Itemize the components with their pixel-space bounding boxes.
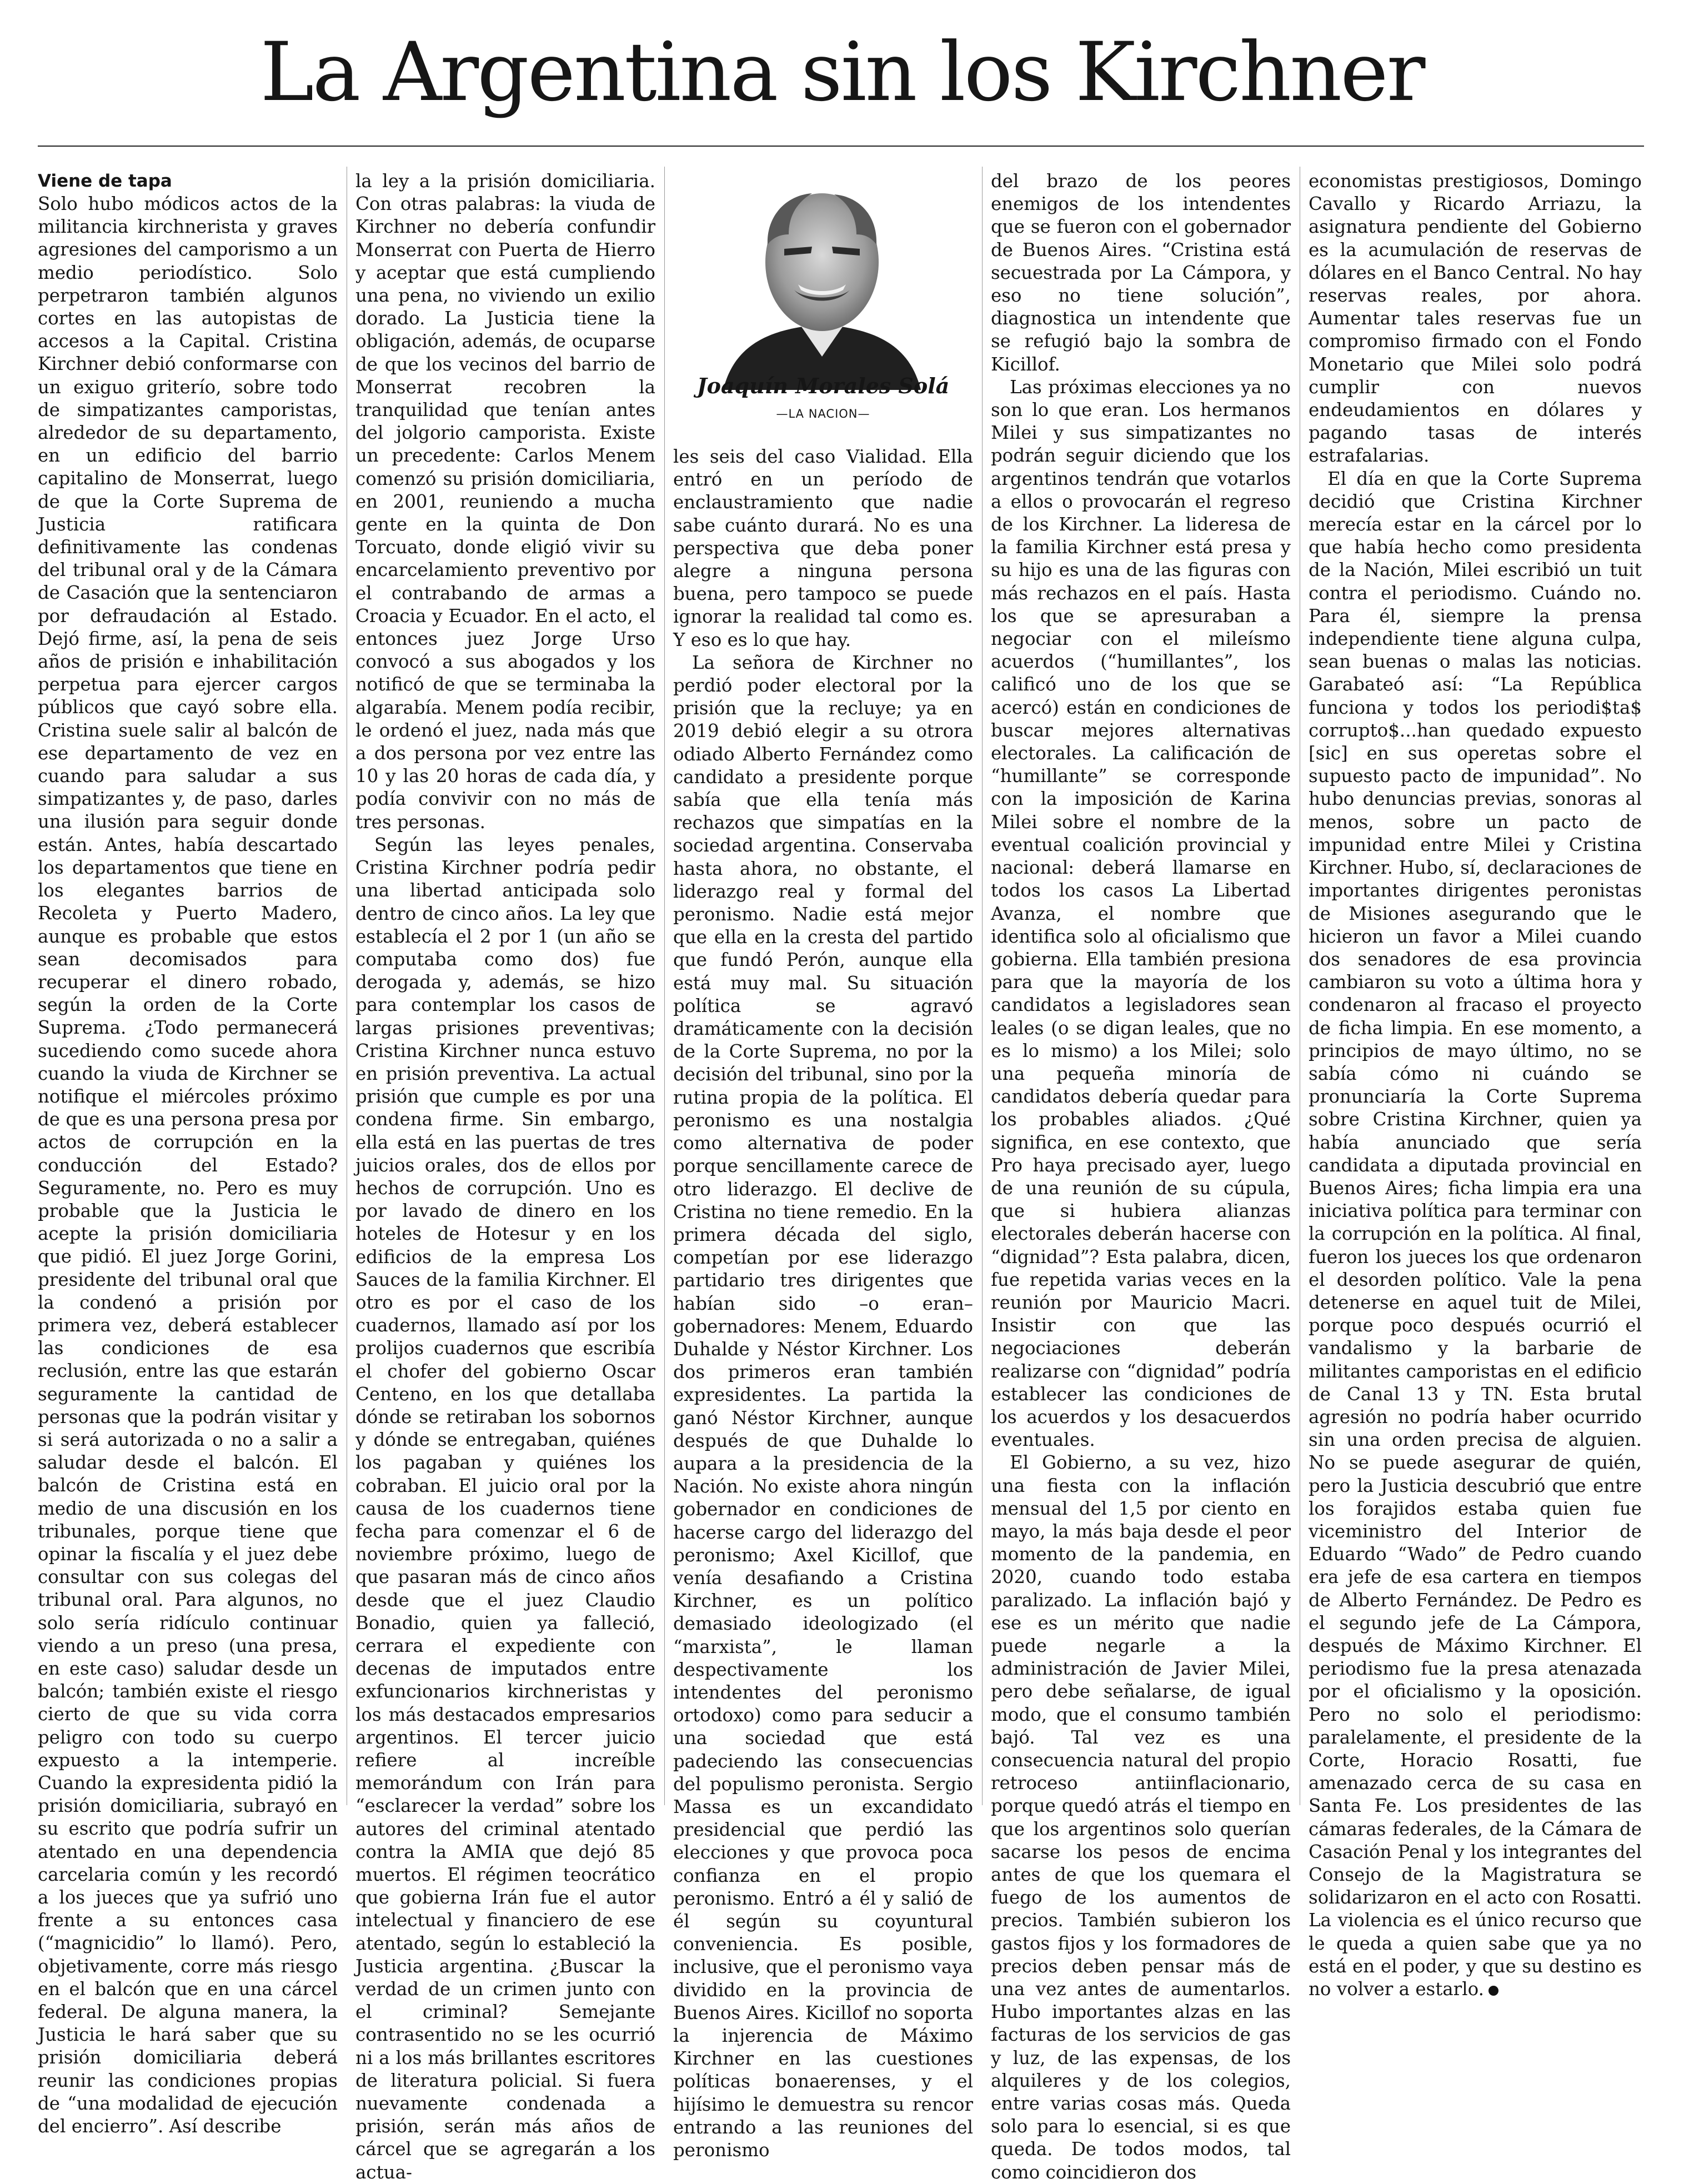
column-divider: [664, 167, 665, 1805]
article-paragraph: Solo hubo módicos actos de la militancia kirchnerista y graves agresiones del camporismo a un medio periodístico. Solo perpetraron también algunos cortes en las autopistas de accesos a la Capital. Cristina Kirchner debió conformarse con un exiguo griterío, sobre todo de simpatizantes camporistas, alrededor de su departamento, en un edificio del barrio capitalino de Monserrat, luego de que la Corte Suprema de Justicia ratificara definitivamente las condenas del tribunal oral y de la Cámara de Casación que la sentenciaron por defraudación al Estado. Dejó firme, así, la pena de seis años de prisión e inhabilitación perpetua para ejercer cargos públicos que cayó sobre ella. Cristina suele salir al balcón de ese departamento de vez en cuando para saludar a sus simpatizantes y, de paso, darles una ilusión para seguir donde están. Antes, había descartado los departamentos que tiene en los elegantes barrios de Recoleta y Puerto Madero, aunque es probable que estos sean decomisados para recuperar el dinero robado, según la orden de la Corte Suprema. ¿Todo permanecerá sucediendo como sucede ahora cuando la viuda de Kirchner se notifique el miércoles próximo de que es una persona presa por actos de corrupción en la conducción del Estado? Seguramente, no. Pero es muy probable que la Justicia le acepte la prisión domiciliaria que pidió. El juez Jorge Gorini, presidente del tribunal oral que la condenó a prisión por primera vez, deberá establecer las condiciones de esa reclusión, entre las que estarán seguramente la cantidad de personas que la podrán visitar y si será autorizada o no a salir a saludar desde el balcón. El balcón de Cristina está en medio de una discusión en los tribunales, porque tiene que opinar la fiscalía y el juez debe consultar con sus colegas del tribunal oral. Para algunos, no solo sería ridículo continuar viendo a un preso (una presa, en este caso) saludar desde un balcón; también existe el riesgo cierto de que su vida corra peligro con todo su cuerpo expuesto a la intemperie. Cuando la expresidenta pidió la prisión domiciliaria, subrayó en su escrito que podría sufrir un atentado en una dependencia carcelaria común y les recordó a los jueces que ya sufrió uno frente a su entonces casa (“magnicidio” lo llamó). Pero, objetivamente, corre más riesgo en el balcón que en una cárcel federal. De alguna manera, la Justicia le hará saber que su prisión domiciliaria deberá reunir las condiciones propias de “una modalidad de ejecución del encierro”. Así describe: [38, 193, 338, 2137]
article-paragraph: La señora de Kirchner no perdió poder electoral por la prisión que la recluye; ya en 2019 debió elegir a su otrora odiado Alberto Fernández como candidato a presidente porque sabía que ella tenía más rechazos que simpatías en la sociedad argentina. Conservaba hasta ahora, no obstante, el liderazgo real y formal del peronismo. Nadie está mejor que ella en la cresta del partido que fundó Perón, aunque ella está muy mal. Su situación política se agravó dramáticamente con la decisión de la Corte Suprema, no por la decisión del tribunal, sino por la rutina propia de la política. El peronismo es una nostalgia como alternativa de poder porque sencillamente carece de otro liderazgo. El declive de Cristina no tiene remedio. En la primera década del siglo, competían por ese liderazgo partidario tres dirigentes que habían sido –o eran– gobernadores: Menem, Eduardo Duhalde y Néstor Kirchner. Los dos primeros eran también expresidentes. La partida la ganó Néstor Kirchner, aunque después de que Duhalde lo aupara a la presidencia de la Nación. No existe ahora ningún gobernador en condiciones de hacerse cargo del liderazgo del peronismo; Axel Kicillof, que venía desafiando a Cristina Kirchner, es un político demasiado ideologizado (el “marxista”, le llaman despectivamente los intendentes del peronismo ortodoxo) como para seducir a una sociedad que está padeciendo las consecuencias del populismo peronista. Sergio Massa es un excandidato presidencial que perdió las elecciones y que provoca poca confianza en el propio peronismo. Entró a él y salió de él según su coyuntural conveniencia. Es posible, inclusive, que el peronismo vaya dividido en la provincia de Buenos Aires. Kicillof no soporta la injerencia de Máximo Kirchner en las cuestiones políticas bonaerenses, y el hijísimo le demuestra su rencor entrando a las reuniones del peronismo: [673, 652, 973, 2161]
kicker: Viene de tapa: [38, 171, 172, 191]
column-divider: [982, 167, 983, 1805]
end-of-article-dot-icon: [1488, 1986, 1498, 1996]
article-column-1: [38, 170, 338, 2137]
article-paragraph: economistas prestigiosos, Domingo Cavallo y Ricardo Arriazu, la asignatura pendiente del Gobierno es la acumulación de reservas de dólares en el Banco Central. No hay reservas reales, por ahora. Aumentar tales reservas fue un compromiso firmado con el Fondo Monetario que Milei solo podrá cumplir con nuevos endeudamientos en dólares y pagando tasas de interés estrafalarias.: [1309, 171, 1642, 467]
article-column-4: [991, 170, 1291, 2183]
article-paragraph: del brazo de los peores enemigos de los intendentes que se fueron con el gobernador de Buenos Aires. “Cristina está secuestrada por La Cámpora, y eso no tiene solución”, diagnostica un intendente que se refugió bajo la sombra de Kicillof.: [991, 171, 1291, 375]
article-paragraph: Según las leyes penales, Cristina Kirchner podría pedir una libertad anticipada solo dentro de cinco años. La ley que establecía el 2 por 1 (un año se computaba como dos) fue derogada y, además, se hizo para contemplar los casos de largas prisiones preventivas; Cristina Kirchner nunca estuvo en prisión preventiva. La actual prisión que cumple es por una condena firme. Sin embargo, ella está en las puertas de tres juicios orales, dos de ellos por hechos de corrupción. Uno es por lavado de dinero en los hoteles de Hotesur y en los edificios de la empresa Los Sauces de la familia Kirchner. El otro es por el caso de los cuadernos, llamado así por los prolijos cuadernos que escribía el chofer del gobierno Oscar Centeno, en los que detallaba dónde se retiraban los sobornos y dónde se entregaban, quiénes los pagaban y quiénes los cobraban. El juicio oral por la causa de los cuadernos tiene fecha para comenzar el 6 de noviembre próximo, luego de que pasaran más de cinco años desde que el juez Claudio Bonadio, quien ya falleció, cerrara el expediente con decenas de imputados entre exfuncionarios kirchneristas y los más destacados empresarios argentinos. El tercer juicio refiere al increíble memorándum con Irán para “esclarecer la verdad” sobre los autores del criminal atentado contra la AMIA que dejó 85 muertos. El régimen teocrático que gobierna Irán fue el autor intelectual y financiero de ese atentado, según lo estableció la Justicia argentina. ¿Buscar la verdad de un crimen junto con el criminal? Semejante contrasentido no se les ocurrió ni a los más brillantes escritores de literatura policial. Si fuera nuevamente condenada a prisión, serán más años de cárcel que se agregarán a los actua-: [355, 834, 655, 2183]
article-paragraph: les seis del caso Vialidad. Ella entró en un período de enclaustramiento que nadie sabe cuánto durará. No es una perspectiva que deba poner alegre a ninguna persona buena, pero tampoco se puede ignorar la realidad tal como es. Y eso es lo que hay.: [673, 446, 973, 650]
article-paragraph: Las próximas elecciones ya no son lo que eran. Los hermanos Milei y sus simpatizantes no podrán seguir diciendo que los argentinos tendrán que votarlos a ellos o provocarán el regreso de los Kirchner. La lideresa de la familia Kirchner está presa y su hijo es una de las figuras con más rechazos en el país. Hasta los que se apresuraban a negociar con el mileísmo acuerdos (“humillantes”, los calificó uno de los que se acercó) están en condiciones de buscar mejores alternativas electorales. La calificación de “humillante” se corresponde con la imposición de Karina Milei sobre el nombre de la eventual coalición provincial y nacional: deberá llamarse en todos los casos La Libertad Avanza, el nombre que identifica solo al oficialismo que gobierna. Ella también presiona para que la mayoría de los candidatos a legisladores sean leales (o se digan leales, que no es lo mismo) a los Milei; solo una pequeña minoría de candidatos debería quedar para los probables aliados. ¿Qué significa, en ese contexto, que Pro haya precisado ayer, luego de una reunión de su cúpula, que si hubiera alianzas electorales deberán hacerse con “dignidad”? Esta palabra, dicen, fue repetida varias veces en la reunión por Mauricio Macri. Insistir con que las negociaciones deberán realizarse con “dignidad” podría establecer las condiciones de los acuerdos y los desacuerdos eventuales.: [991, 376, 1291, 1451]
article-column-3: [673, 445, 973, 2161]
article-column-2: [355, 170, 655, 2183]
article-paragraph: [1309, 468, 1642, 2001]
article-paragraph: la ley a la prisión domiciliaria. Con otras palabras: la viuda de Kirchner no debería confundir Monserrat con Puerta de Hierro y aceptar que está cumpliendo una pena, no viviendo un exilio dorado. La Justicia tiene la obligación, además, de ocuparse de que los vecinos del barrio de Monserrat recobren la tranquilidad que tenían antes del jolgorio camporista. Existe un precedente: Carlos Menem comenzó su prisión domiciliaria, en 2001, reuniendo a mucha gente en la quinta de Don Torcuato, donde eligió vivir su encarcelamiento preventivo por el contrabando de armas a Croacia y Ecuador. En el acto, el entonces juez Jorge Urso convocó a sus abogados y los notificó de que se terminaba la algarabía. Menem podía recibir, le ordenó el juez, nada más que a dos persona por vez entre las 10 y las 20 horas de cada día, y podía convivir con no más de tres personas.: [355, 171, 655, 833]
article-paragraph: El Gobierno, a su vez, hizo una fiesta con la inflación mensual del 1,5 por ciento en mayo, la más baja desde el peor momento de la pandemia, en 2020, cuando todo estaba paralizado. La inflación bajó y ese es un mérito que nadie puede negarle a la administración de Javier Milei, pero debe señalarse, de igual modo, que el consumo también bajó. Tal vez es una consecuencia natural del propio retroceso antiinflacionario, porque quedó atrás el tiempo en que los argentinos solo querían sacarse los pesos de encima antes de que los quemara el fuego de los aumentos de precios. También subieron los gastos fijos y los formadores de precios deben pensar más de una vez antes de aumentarlos. Hubo importantes alzas en las facturas de los servicios de gas y luz, de las expensas, de los alquileres y de los colegios, entre varias cosas más. Queda solo para lo esencial, si es que queda. De todos modos, tal como coincidieron dos: [991, 1452, 1291, 2183]
headline-rule: [38, 146, 1644, 147]
article-paragraph-text: El día en que la Corte Suprema decidió que Cristina Kirchner merecía estar en la cárcel por lo que había hecho como presidenta de la Nación, Milei escribió un tuit contra el periodismo. Cuándo no. Para él, siempre la prensa independiente tiene alguna culpa, sean buenas o malas las noticias. Garabateó así: “La República funciona y todos los periodi$ta$ corrupto$...han quedado expuesto [sic] en sus operetas sobre el supuesto pacto de impunidad”. No hubo denuncias previas, sonoras al menos, sobre un pacto de impunidad entre Milei y Cristina Kirchner. Hubo, sí, declaraciones de importantes dirigentes peronistas de Misiones asegurando que le hicieron un favor a Milei cuando dos senadores de esa provincia cambiaron su voto a última hora y condenaron al fracaso el proyecto de ficha limpia. En ese momento, a principios de mayo último, no se sabía cómo ni cuándo se pronunciaría la Corte Suprema sobre Cristina Kirchner, quien ya había anunciado que sería candidata a diputada provincial en Buenos Aires; ficha limpia era una iniciativa política para terminar con la corrupción en la política. Al final, fueron los jueces los que ordenaron el desorden político. Vale la pena detenerse en aquel tuit de Milei, porque poco después ocurrió el vandalismo y la barbarie de militantes camporistas en el edificio de Canal 13 y TN. Esta brutal agresión no podría haber ocurrido sin una orden precisa de alguien. No se puede asegurar de quién, pero la Justicia descubrió que entre los forajidos estaba quien fue viceministro del Interior de Eduardo “Wado” de Pedro cuando era jefe de esa cartera en tiempos de Alberto Fernández. De Pedro es el segundo jefe de La Cámpora, después de Máximo Kirchner. El periodismo fue la presa atenazada por el oficialismo y la oposición. Pero no solo el periodismo: paralelamente, el presidente de la Corte, Horacio Rosatti, fue amenazado cerca de su casa en Santa Fe. Los presidentes de las cámaras federales, de la Cámara de Casación Penal y los integrantes del Consejo de la Magistratura se solidarizaron en el acto con Rosatti. La violencia es el único recurso que le queda a quien sabe que ya no está en el poder, y que su destino es no volver a estarlo.: [1309, 468, 1642, 2000]
author-portrait: [701, 179, 943, 390]
outlet-credit: —LA NACION—: [776, 407, 870, 420]
headline: La Argentina sin los Kirchner: [260, 25, 1424, 119]
author-byline: Joaquín Morales Solá: [696, 373, 950, 398]
article-column-5: [1309, 170, 1642, 2000]
